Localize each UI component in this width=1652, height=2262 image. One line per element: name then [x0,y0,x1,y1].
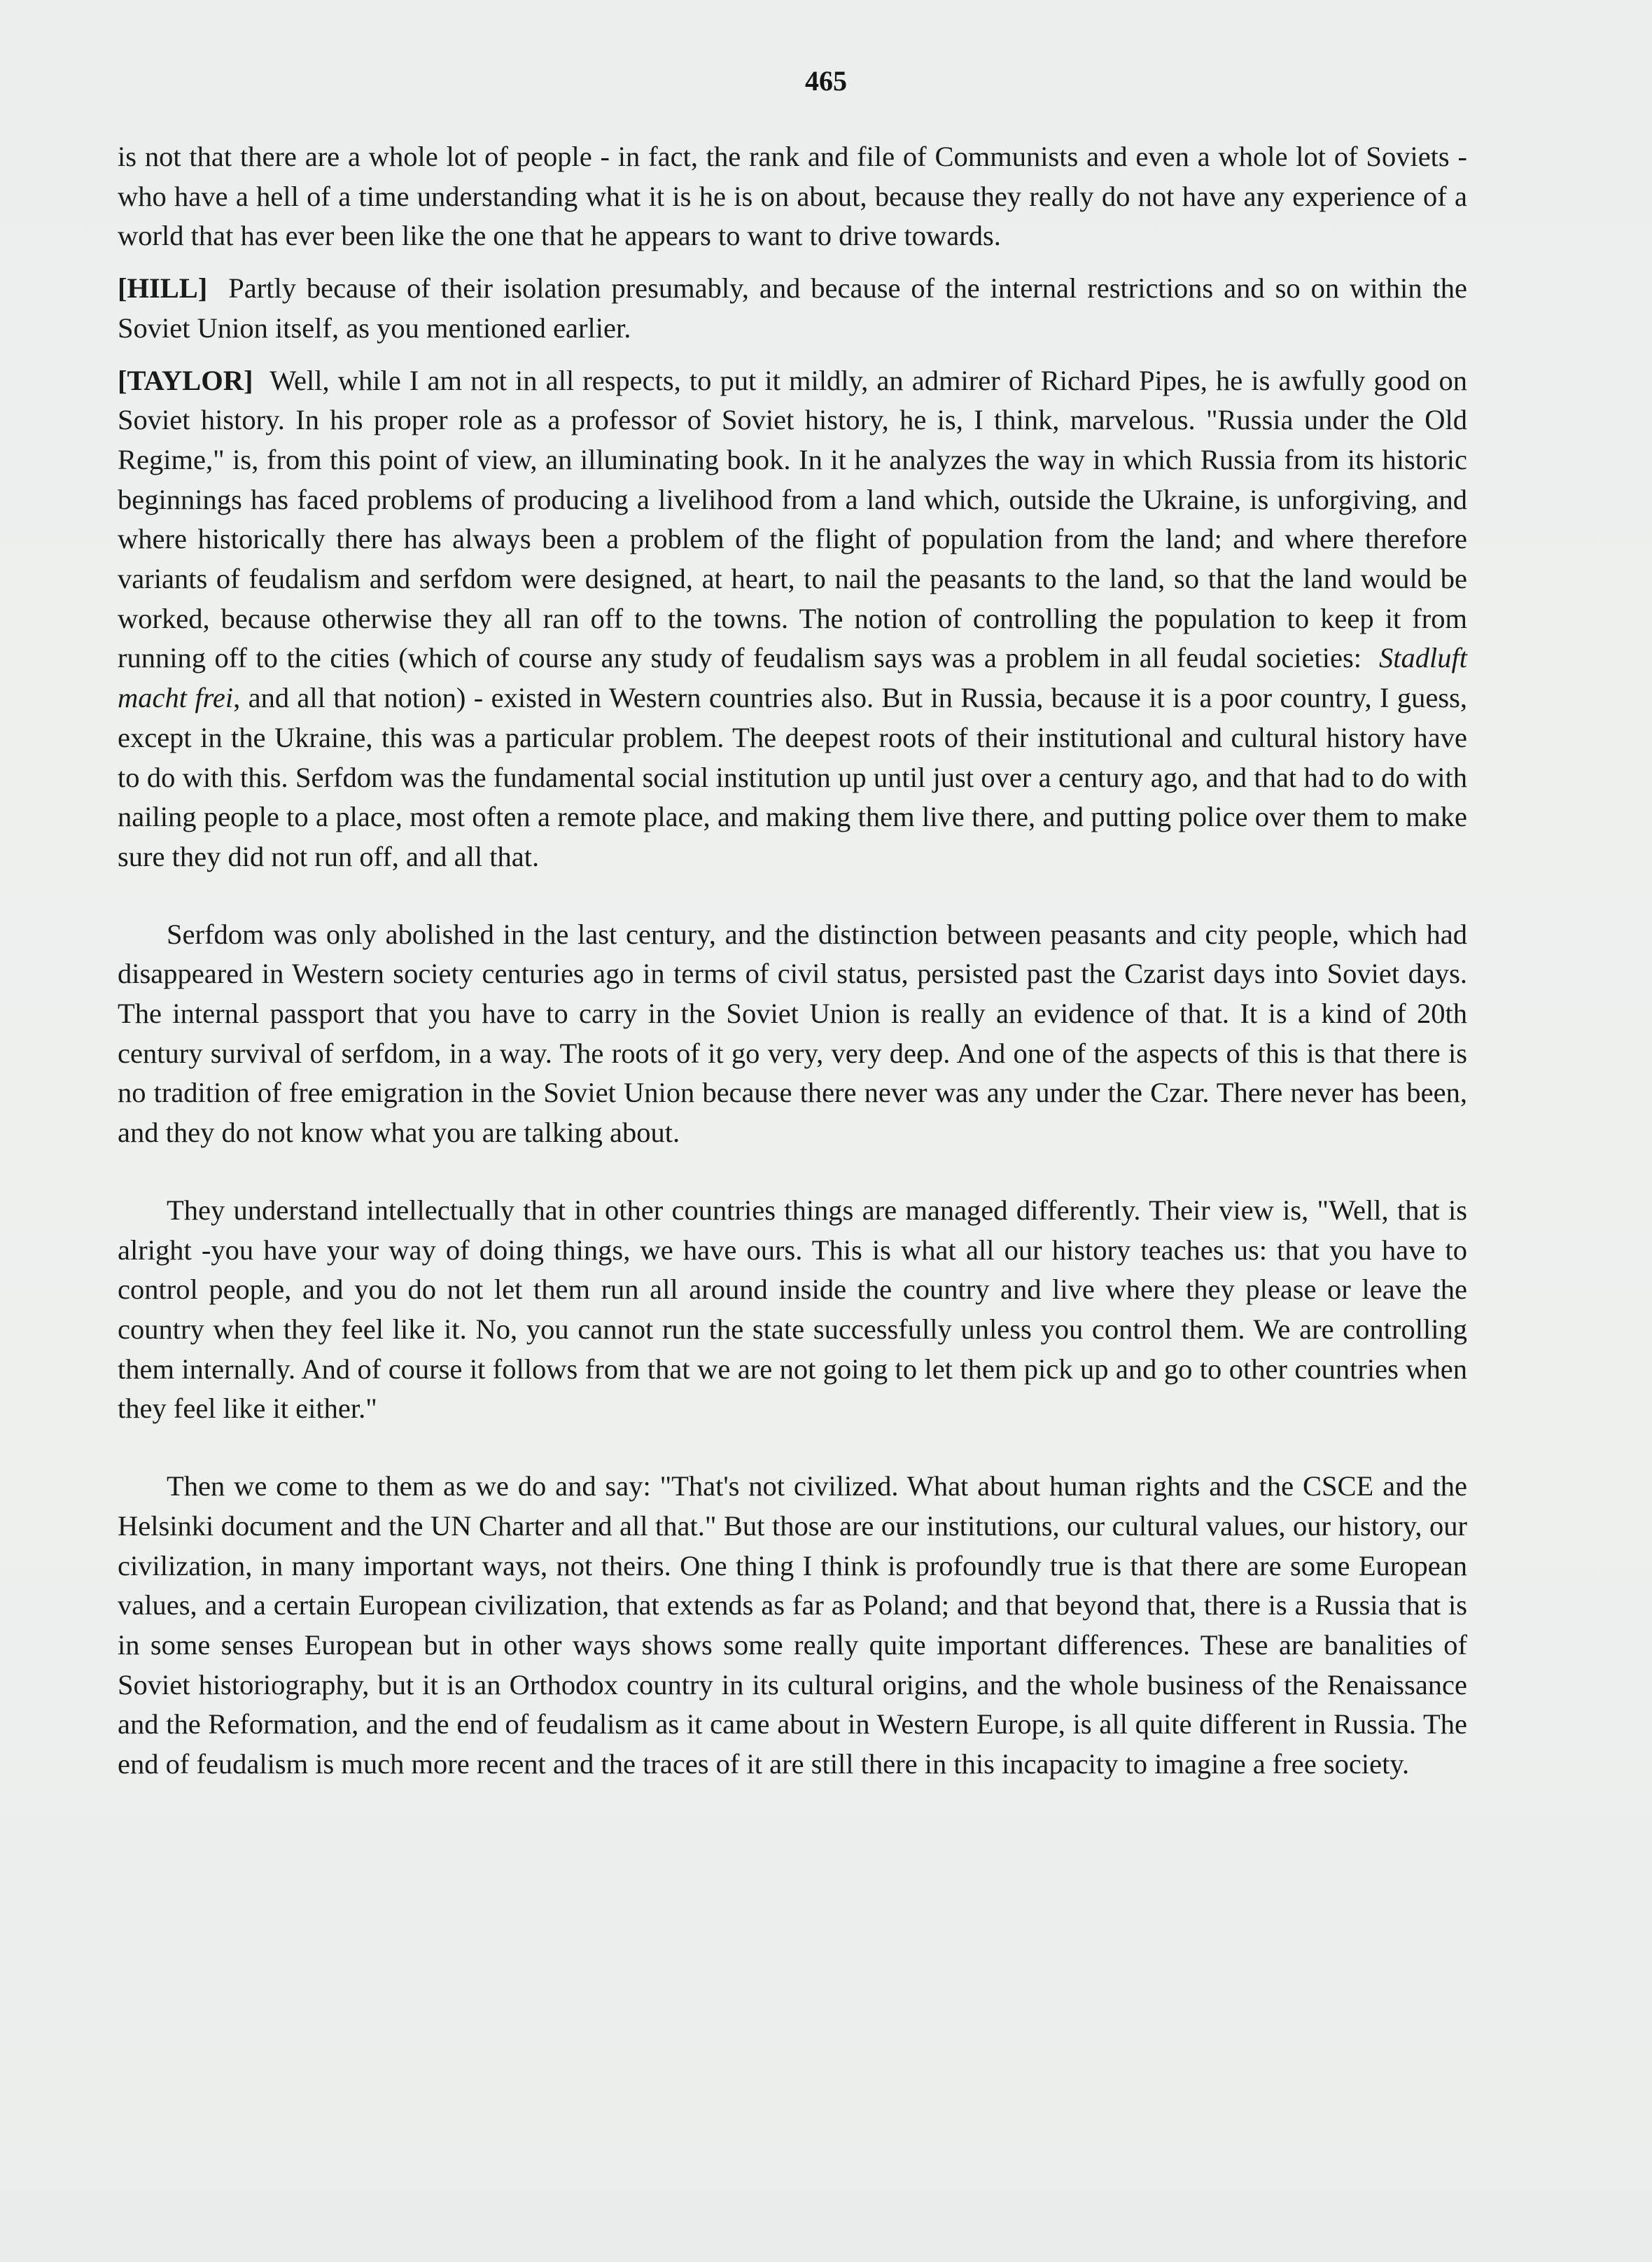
paragraph-text: Well, while I am not in all respects, to put it mildly, an admirer of Richard Pipes, he is awfully good on Soviet history. In his proper role as a professor of Soviet history, he is, I think, marvelous. "Russia under the Old Regime," is, from this point of view, an illuminating book. In it he analyzes the way in which Russia from its historic beginnings has faced problems of producing a livelihood from a land which, outside the Ukraine, is unforgiving, and where historically there has always been a problem of the flight of population from the land; and where therefore variants of feudalism and serfdom were designed, at heart, to nail the peasants to the land, so that the land would be worked, because otherwise they all ran off to the towns. The notion of controlling the population to keep it from running off to the cities (which of course any study of feudalism says was a problem in all feudal societies: [118,364,1467,674]
paragraph-text: , and all that notion) - existed in Western countries also. But in Russia, because it is a poor country, I guess, except in the Ukraine, this was a particular problem. The deepest roots of their institutional and cultural history have to do with this. Serfdom was the fundamental social institution up until just over a century ago, and that had to do with nailing people to a place, most often a remote place, and making them live there, and putting police over them to make sure they did not run off, and all that. [118,682,1467,872]
paragraph-6 [118,1467,1467,1785]
paragraph-text: is not that there are a whole lot of people - in fact, the rank and file of Communists and even a whole lot of Soviets - who have a hell of a time understanding what it is he is on about, because they really do not have any experience of a world that has ever been like the one that he appears to want to drive towards. [118,141,1467,252]
speaker-label-taylor: [TAYLOR] [118,364,253,396]
paragraph-text: Partly because of their isolation presumably, and because of the internal restrictions and so on within the Soviet Union itself, as you mentioned earlier. [118,272,1468,344]
paragraph-2 [118,269,1467,348]
paragraph-text: Then we come to them as we do and say: "That's not civilized. What about human rights and the CSCE and the Helsinki document and the UN Charter and all that." But those are our institutions, our cultural values, our history, our civilization, in many important ways, not theirs. One thing I think is profoundly true is that there are some European values, and a certain European civilization, that extends as far as Poland; and that beyond that, there is a Russia that is in some senses European but in other ways shows some really quite important differences. These are banalities of Soviet historiography, but it is an Orthodox country in its cultural origins, and the whole business of the Renaissance and the Reformation, and the end of feudalism as it came about in Western Europe, is all quite different in Russia. The end of feudalism is much more recent and the traces of it are still there in this incapacity to imagine a free society. [118,1470,1467,1780]
paragraph-5 [118,1191,1467,1429]
paragraph-text: They understand intellectually that in other countries things are managed differently. Their view is, "Well, that is alright -you have your way of doing things, we have ours. This is what all our history teaches us: that you have to control people, and you do not let them run all around inside the country and live where they please or leave the country when they feel like it. No, you cannot run the state successfully unless you control them. We are controlling them internally. And of course it follows from that we are not going to let them pick up and go to other countries when they feel like it either." [118,1194,1467,1425]
page-number: 465 [805,65,847,97]
paragraph-text: Serfdom was only abolished in the last century, and the distinction between peasants and city people, which had disappeared in Western society centuries ago in terms of civil status, persisted past the Czarist days into Soviet days. The internal passport that you have to carry in the Soviet Union is really an evidence of that. It is a kind of 20th century survival of serfdom, in a way. The roots of it go very, very deep. And one of the aspects of this is that there is no tradition of free emigration in the Soviet Union because there never was any under the Czar. There never has been, and they do not know what you are talking about. [118,918,1467,1149]
speaker-label-hill: [HILL] [118,272,208,305]
italic-phrase: Stadluft macht frei [118,642,1467,714]
paragraph-4 [118,915,1467,1153]
body-text [118,137,1467,1797]
paragraph-1 [118,137,1467,256]
paragraph-3 [118,361,1467,877]
